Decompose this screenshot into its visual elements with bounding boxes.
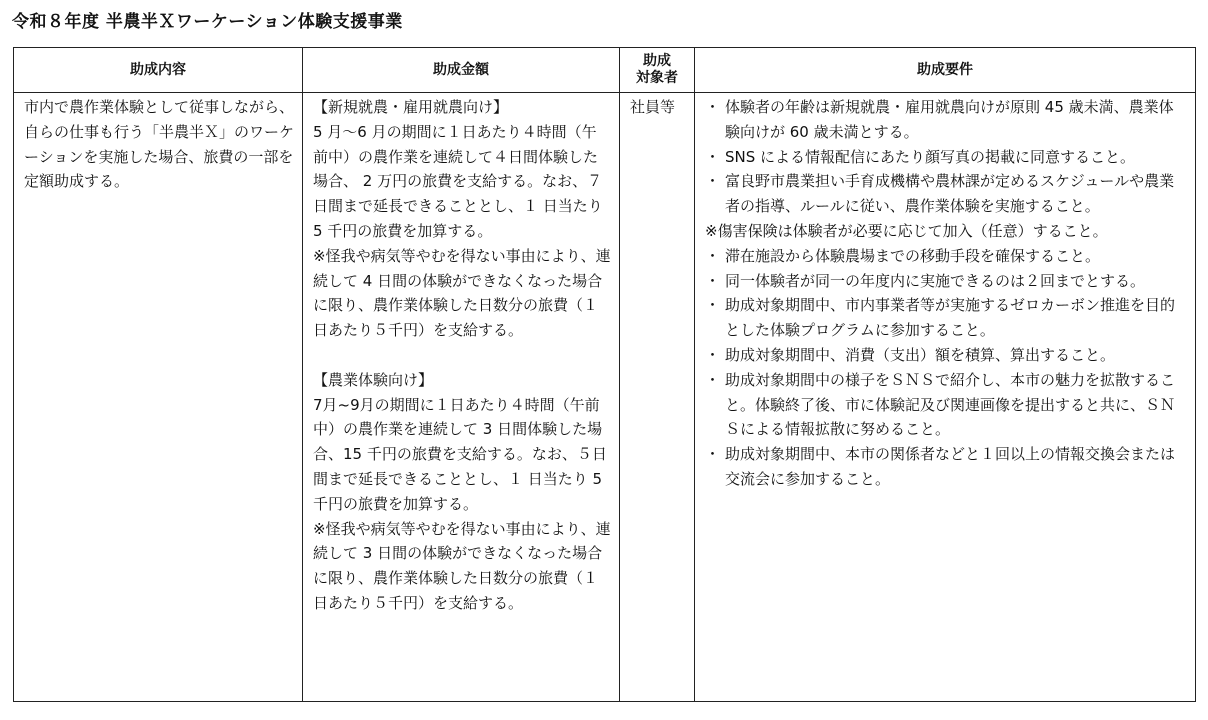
bullet-mark: ・	[705, 370, 721, 389]
requirement-text: 助成対象期間中、市内事業者等が実施するゼロカーボン推進を目的とした体験プログラムに参加すること。	[725, 296, 1176, 340]
requirement-item	[705, 269, 1187, 294]
amount-note-new-farming: ※怪我や病気等やむを得ない事由により、連続して 4 日間の体験ができなくなった場合に限り、農作業体験した日数分の旅費（１日あたり５千円）を支給する。	[313, 246, 611, 340]
requirement-item	[705, 95, 1187, 145]
header-content: 助成内容	[14, 48, 303, 93]
requirement-item	[705, 244, 1187, 269]
table-header-row	[14, 48, 1196, 93]
requirements-cell	[695, 93, 1196, 702]
header-requirements: 助成要件	[695, 48, 1196, 93]
target-text: 社員等	[630, 98, 676, 116]
requirement-item	[705, 145, 1187, 170]
content-text: 市内で農作業体験として従事しながら、自らの仕事も行う「半農半Ｘ」のワーケーションを実施した場合、旅費の一部を定額助成する。	[24, 98, 295, 191]
bullet-mark: ・	[705, 296, 721, 315]
requirement-item	[705, 169, 1187, 219]
requirement-text: 助成対象期間中、本市の関係者などと１回以上の情報交換会または交流会に参加すること。	[725, 445, 1176, 488]
bullet-mark: ・	[705, 147, 721, 166]
amount-body-new-farming: 5 月～6 月の期間に１日あたり４時間（午前中）の農作業を連続して４日間体験した場合、 2 万円の旅費を支給する。なお、７日間まで延長できることとし、１ 日当たり 5 千円の旅費を加算する。	[313, 122, 603, 240]
document-title: 令和８年度 半農半Ｘワーケーション体験支援事業	[12, 12, 403, 32]
requirement-text: 同一体験者が同一の年度内に実施できるのは２回までとする。	[725, 271, 1146, 290]
bullet-mark: ・	[705, 172, 721, 191]
requirement-item	[705, 293, 1187, 343]
requirement-item	[705, 368, 1187, 442]
amount-heading-farm-experience: 【農業体験向け】	[313, 370, 434, 389]
requirements-list	[705, 95, 1187, 492]
requirement-text: 助成対象期間中の様子をＳＮＳで紹介し、本市の魅力を拡散すること。体験終了後、市に体験記及び関連画像を提出すると共に、ＳＮＳによる情報拡散に努めること。	[725, 370, 1176, 439]
bullet-mark: ・	[705, 345, 721, 364]
requirement-text: 富良野市農業担い手育成機構や農林課が定めるスケジュールや農業者の指導、ルールに従い、農作業体験を実施すること。	[725, 172, 1175, 216]
requirement-text: 助成対象期間中、消費（支出）額を積算、算出すること。	[725, 345, 1116, 364]
requirement-text: 滞在施設から体験農場までの移動手段を確保すること。	[725, 246, 1101, 265]
target-cell	[620, 93, 695, 702]
requirement-text: 体験者の年齢は新規就農・雇用就農向けが原則 45 歳未満、農業体験向けが 60 歳未満とする。	[725, 98, 1174, 141]
header-target-text: 助成 対象者	[636, 53, 678, 86]
header-target	[620, 48, 695, 93]
subsidy-table	[13, 47, 1196, 702]
bullet-mark: ・	[705, 271, 721, 290]
bullet-mark: ・	[705, 246, 721, 265]
header-amount: 助成金額	[303, 48, 620, 93]
requirement-item	[705, 442, 1187, 492]
requirement-item	[705, 343, 1187, 368]
bullet-mark: ・	[705, 98, 721, 116]
amount-note-farm-experience: ※怪我や病気等やむを得ない事由により、連続して 3 日間の体験ができなくなった場合に限り、農作業体験した日数分の旅費（１日あたり５千円）を支給する。	[313, 519, 611, 612]
table-row	[14, 93, 1196, 702]
requirement-note: ※傷害保険は体験者が必要に応じて加入（任意）すること。	[705, 221, 1108, 240]
bullet-mark: ・	[705, 445, 721, 464]
requirement-text: SNS による情報配信にあたり顔写真の掲載に同意すること。	[725, 147, 1136, 166]
amount-cell	[303, 93, 620, 702]
content-cell	[14, 93, 303, 702]
amount-body-farm-experience: 7月~9月の期間に１日あたり４時間（午前中）の農作業を連続して 3 日間体験した場合、15 千円の旅費を支給する。なお、５日間まで延長できることとし、１ 日当たり 5 千円の旅費を加算する。	[313, 395, 607, 513]
section-spacer	[313, 343, 611, 368]
amount-heading-new-farming: 【新規就農・雇用就農向け】	[313, 98, 509, 116]
